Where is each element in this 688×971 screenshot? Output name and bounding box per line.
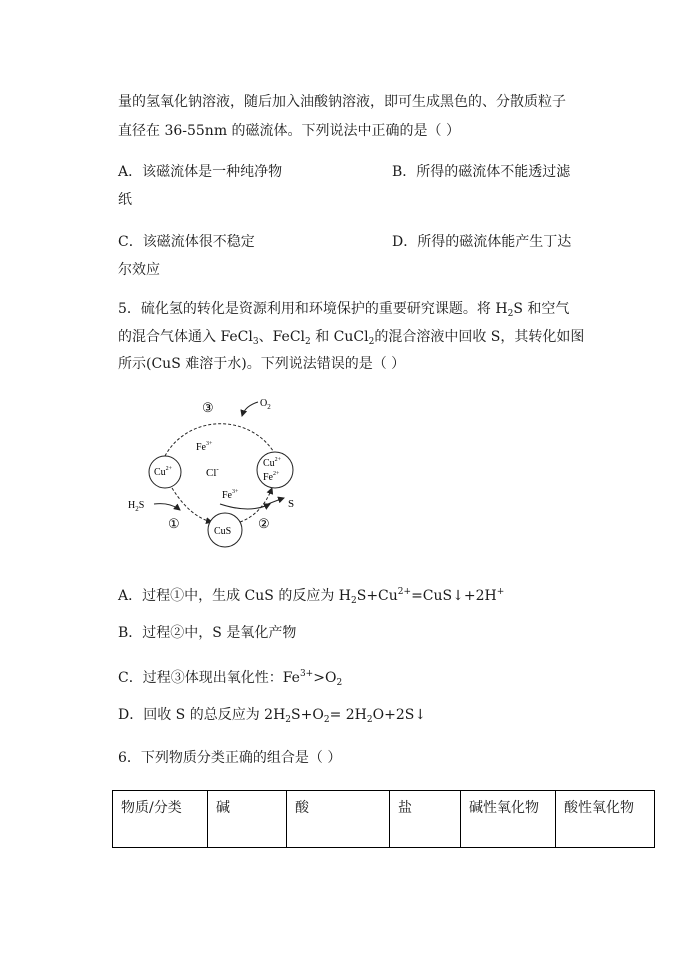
cu-left-label: $Cu^{2+}$ <box>154 466 173 478</box>
q5-line-3: 所示(CuS 难溶于水)。下列说法错误的是（ ） <box>118 356 406 372</box>
header-cell: 物质/分类 <box>113 791 208 848</box>
q5-line-2: 的混合气体通入 FeCl$_3$、FeCl$_2$ 和 CuCl$_2$的混合溶液中回收 S，其转化如图 <box>118 329 585 347</box>
q4-option-a: A．该磁流体是一种纯净物 <box>118 164 283 180</box>
q5-option-b: B．过程②中，S 是氧化产物 <box>118 625 297 641</box>
s-arrow <box>268 498 284 504</box>
q5-line-1: 5．硫化氢的转化是资源利用和环境保护的重要研究课题。将 $H_2S$ 和空气 <box>118 301 570 319</box>
fe3-mid-label: $Fe^{3+}$ <box>222 489 239 501</box>
header-cell: 碱 <box>208 791 287 848</box>
q6-title: 6．下列物质分类正确的组合是（ ） <box>118 750 342 766</box>
fe3-arrow <box>220 504 270 509</box>
h2s-label: $H_2S$ <box>128 500 145 513</box>
header-cell: 酸 <box>287 791 390 848</box>
o2-arrow <box>242 402 258 416</box>
q5-option-c: C．过程③体现出氧化性：$Fe^{3+}>O_2$ <box>118 669 343 688</box>
q4-option-c: C．该磁流体很不稳定 <box>118 234 255 250</box>
fe-right-label: $Fe^{2+}$ <box>263 471 280 483</box>
o2-label: $O_2$ <box>260 398 271 411</box>
h2s-arrow <box>154 504 180 510</box>
q4-option-b-cont: 纸 <box>118 192 132 208</box>
q4-line-1: 量的氢氧化钠溶液，随后加入油酸钠溶液，即可生成黑色的、分散质粒子 <box>118 94 566 110</box>
step-2-label: ② <box>258 516 270 531</box>
classification-table <box>112 790 655 848</box>
q4-option-d-cont: 尔效应 <box>118 262 160 278</box>
q4-line-2: 直径在 36-55nm 的磁流体。下列说法中正确的是（ ） <box>118 123 461 139</box>
step-1-label: ① <box>168 516 180 531</box>
fe3-top-label: $Fe^{3+}$ <box>196 441 213 453</box>
header-cell: 碱性氧化物 <box>461 791 556 848</box>
header-cell: 盐 <box>390 791 461 848</box>
q5-option-a: A．过程①中，生成 CuS 的反应为 $H_2S+Cu^{2+}=CuS↓+2H^+$ <box>118 587 505 606</box>
cycle-loop-dashed <box>165 424 275 456</box>
sulfur-cycle-diagram <box>120 392 320 552</box>
s-label: S <box>288 498 295 510</box>
q4-option-b: B．所得的磁流体不能透过滤 <box>392 164 571 180</box>
step-3-label: ③ <box>202 400 214 415</box>
header-cell: 酸性氧化物 <box>556 791 655 848</box>
q5-option-d: D．回收 S 的总反应为 $2H_2S+O_2=$ $2H_2O+2S↓$ <box>118 707 427 725</box>
cu-right-label: $Cu^{2+}$ <box>263 457 282 469</box>
cl-label: Cl- <box>206 465 219 479</box>
table-header-row <box>113 791 655 848</box>
q4-option-d: D．所得的磁流体能产生丁达 <box>392 234 572 250</box>
cus-label: CuS <box>214 526 232 537</box>
